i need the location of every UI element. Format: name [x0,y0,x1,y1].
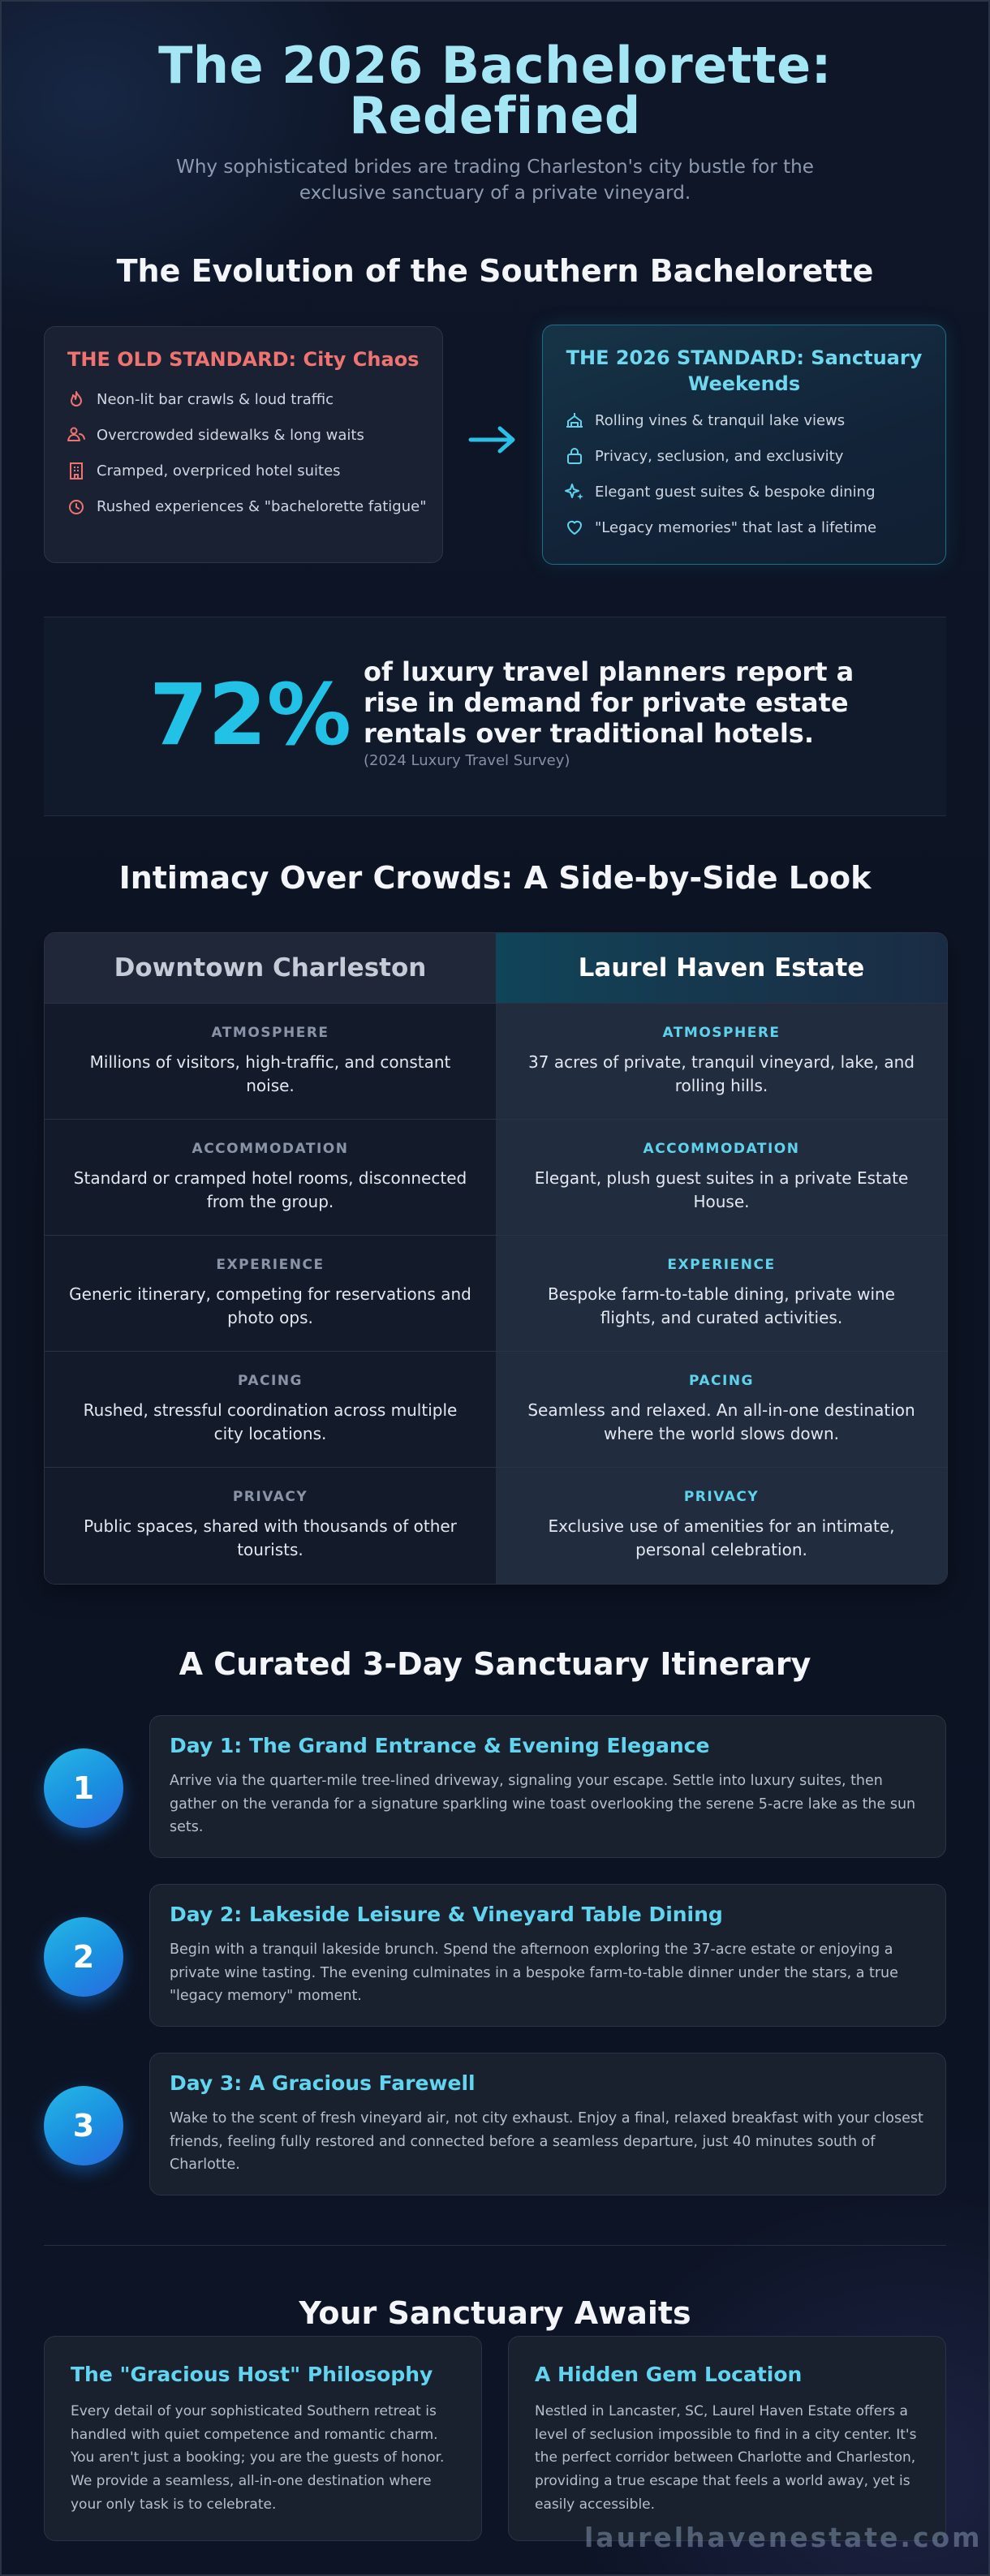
comparison-cell-left [45,1003,496,1119]
clock-icon [66,496,87,517]
itinerary-heading: A Curated 3-Day Sanctuary Itinerary [179,1646,811,1682]
comparison-cell-right [496,1351,947,1467]
heart-icon [564,517,585,538]
comparison-value-right: Exclusive use of amenities for an intimate, personal celebration. [548,1516,895,1559]
comparison-heading: Intimacy Over Crowds: A Side-by-Side Look [118,860,872,896]
location-title: A Hidden Gem Location [535,2363,803,2386]
old-standard-item [66,460,429,483]
comparison-row-label: PRIVACY [683,1489,760,1505]
arrow-right-icon [467,424,519,456]
comparison-cell-right [496,1235,947,1351]
comparison-header-right: Laurel Haven Estate [496,933,947,1003]
landscape-icon [564,410,585,431]
old-standard-item [66,496,429,518]
comparison-cell-right [496,1467,947,1583]
comparison-row-label: ATMOSPHERE [211,1025,329,1041]
page-subtitle: Why sophisticated brides are trading Charleston's city bustle for the exclusive sanctuary of a private vineyard. [176,157,814,204]
new-standard-item-text: Elegant guest suites & bespoke dining [595,484,876,501]
comparison-row-label: ACCOMMODATION [643,1141,800,1157]
itinerary-day-card [149,1715,946,1858]
stat-band [44,617,946,816]
old-standard-item-text: Rushed experiences & "bachelorette fatigue" [97,498,427,515]
day-title: Day 1: The Grand Entrance & Evening Elegance [170,1734,710,1757]
day-description: Arrive via the quarter-mile tree-lined driveway, signaling your escape. Settle into luxury suites, then gather on the veranda for a signature sparkling wine toast overlooking the serene 5-acre lake as the sun sets. [170,1773,916,1835]
new-standard-item [564,517,936,540]
comparison-row-label: ATMOSPHERE [662,1025,781,1041]
crowd-icon [66,424,87,445]
itinerary-day-card [149,1884,946,2027]
gracious-host-card [44,2336,482,2541]
sparkle-icon [564,481,585,502]
new-standard-title-line-1: THE 2026 STANDARD: Sanctuary [566,346,923,369]
gracious-host-title: The "Gracious Host" Philosophy [71,2363,433,2386]
new-standard-item-text: Privacy, seclusion, and exclusivity [595,448,844,465]
page-title-line-2: Redefined [349,86,641,145]
location-body: Nestled in Lancaster, SC, Laurel Haven Estate offers a level of seclusion impossible to find in a city center. It's the perfect corridor between Charlotte and Charleston, providing a true escape that feels a world away, yet is easily accessible. [535,2403,917,2513]
day-number-badge: 2 [44,1917,123,1997]
location-card [508,2336,946,2541]
old-standard-item-text: Overcrowded sidewalks & long waits [97,427,364,444]
new-standard-item [564,410,936,432]
fire-icon [66,389,87,410]
comparison-value-left: Standard or cramped hotel rooms, disconnected from the group. [73,1168,467,1211]
comparison-cell-left [45,1235,496,1351]
day-title: Day 2: Lakeside Leisure & Vineyard Table Dining [170,1903,723,1926]
old-standard-item [66,424,429,447]
new-standard-item-text: Rolling vines & tranquil lake views [595,412,846,429]
comparison-header-left: Downtown Charleston [45,933,496,1003]
comparison-row-label: ACCOMMODATION [192,1141,349,1157]
comparison-value-left: Generic itinerary, competing for reservations and photo ops. [69,1284,471,1327]
comparison-value-right: Bespoke farm-to-table dining, private wine flights, and curated activities. [548,1284,895,1327]
comparison-cell-left [45,1467,496,1583]
comparison-row-label: EXPERIENCE [667,1257,776,1273]
website-watermark: laurelhavenestate.com [584,2522,983,2553]
lock-icon [564,445,585,467]
comparison-cell-right [496,1003,947,1119]
old-standard-title: THE OLD STANDARD: City Chaos [67,348,420,371]
section-divider [44,2245,946,2246]
comparison-row-label: EXPERIENCE [216,1257,325,1273]
comparison-value-left: Rushed, stressful coordination across multiple city locations. [83,1400,458,1443]
new-standard-item [564,481,936,504]
comparison-value-left: Millions of visitors, high-traffic, and constant noise. [89,1052,451,1095]
stat-value: 72% [149,665,351,764]
new-standard-item [564,445,936,468]
new-standard-title [543,345,945,397]
old-standard-card [44,326,443,563]
comparison-cell-left [45,1119,496,1235]
day-description: Wake to the scent of fresh vineyard air, not city exhaust. Enjoy a final, relaxed breakfast with your closest friends, feeling fully restored and connected before a seamless departure, just 40 minutes south of Charlotte. [170,2110,923,2173]
comparison-value-right: 37 acres of private, tranquil vineyard, lake, and rolling hills. [528,1052,915,1095]
stat-source: (2024 Luxury Travel Survey) [364,752,570,769]
itinerary-day-card [149,2053,946,2195]
comparison-row-label: PRIVACY [232,1489,308,1505]
gracious-host-body: Every detail of your sophisticated Southern retreat is handled with quiet competence and romantic charm. You aren't just a booking; you are the guests of honor. We provide a seamless, all-in-one destination where your only task is to celebrate. [71,2403,445,2513]
day-number-badge: 1 [44,1748,123,1828]
comparison-value-right: Seamless and relaxed. An all-in-one destination where the world slows down. [527,1400,915,1443]
comparison-row-label: PACING [688,1373,755,1389]
page-title-line-1: The 2026 Bachelorette: [158,36,832,95]
evolution-heading: The Evolution of the Southern Bachelorette [116,253,874,289]
building-icon [66,460,87,481]
comparison-cell-right [496,1119,947,1235]
comparison-table [44,932,948,1585]
page-title [2,36,988,145]
old-standard-item [66,389,429,411]
new-standard-item-text: "Legacy memories" that last a lifetime [595,519,877,536]
comparison-value-right: Elegant, plush guest suites in a private Estate House. [534,1168,909,1211]
comparison-value-left: Public spaces, shared with thousands of other tourists. [84,1516,457,1559]
day-description: Begin with a tranquil lakeside brunch. Spend the afternoon exploring the 37-acre estate or enjoying a private wine tasting. The evening culminates in a bespoke farm-to-table dinner under the stars, a true "legacy memory" moment. [170,1942,898,2004]
closing-heading: Your Sanctuary Awaits [299,2295,691,2331]
old-standard-item-text: Neon-lit bar crawls & loud traffic [97,391,334,408]
stat-description: of luxury travel planners report a rise in demand for private estate rentals over traditional hotels. [364,656,854,749]
new-standard-title-line-2: Weekends [687,372,801,395]
old-standard-item-text: Cramped, overpriced hotel suites [97,462,341,480]
new-standard-card [542,325,946,565]
comparison-row-label: PACING [237,1373,303,1389]
day-title: Day 3: A Gracious Farewell [170,2071,476,2095]
day-number-badge: 3 [44,2086,123,2165]
comparison-cell-left [45,1351,496,1467]
